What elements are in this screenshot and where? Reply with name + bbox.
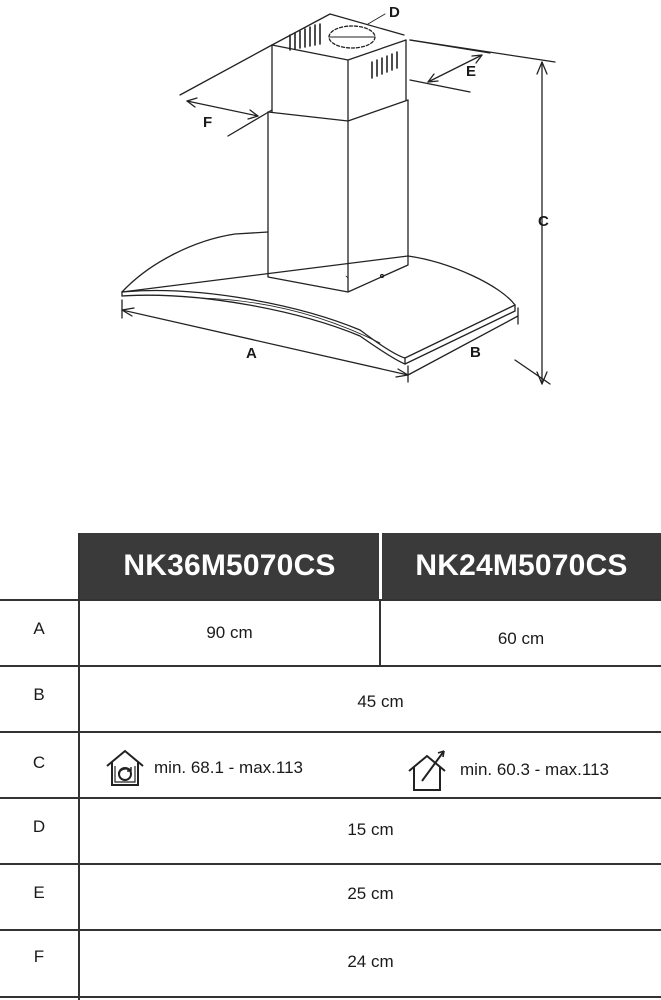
- value-a-model-1: 90 cm: [206, 623, 253, 642]
- model-header-1: NK36M5070CS: [80, 533, 379, 599]
- c-recirculation-range: min. 68.1 - max.113: [154, 758, 303, 777]
- row-label-c: C: [32, 753, 46, 772]
- model-header-2: NK24M5070CS: [382, 533, 661, 599]
- value-b: 45 cm: [357, 692, 404, 711]
- label-c: C: [538, 213, 549, 230]
- value-a-model-2: 60 cm: [497, 629, 545, 648]
- row-label-a: A: [33, 619, 45, 638]
- row-label-b: B: [33, 685, 45, 704]
- value-c-recirculation: [104, 743, 303, 793]
- value-d: 15 cm: [347, 820, 394, 839]
- house-ducted-exhaust-icon: [406, 747, 452, 793]
- upper-chimney: [272, 14, 406, 121]
- dimension-spec-table: [0, 533, 661, 1000]
- dimension-c: [410, 40, 555, 384]
- row-label-d: D: [32, 817, 46, 836]
- value-f: 24 cm: [347, 952, 394, 971]
- hood-canopy: [122, 232, 515, 364]
- duct-outlet: [329, 14, 385, 48]
- c-ducted-range: min. 60.3 - max.113: [460, 760, 609, 779]
- dimension-f: [180, 45, 272, 136]
- label-b: B: [470, 344, 481, 361]
- lower-chimney: [268, 100, 408, 292]
- dimension-a: [122, 300, 408, 382]
- range-hood-dimension-drawing: [0, 0, 661, 420]
- house-recirculation-icon: [104, 748, 146, 788]
- label-d: D: [389, 4, 400, 21]
- dimension-e: [410, 40, 490, 92]
- row-label-e: E: [33, 883, 45, 902]
- label-a: A: [246, 345, 257, 362]
- row-label-f: F: [33, 947, 45, 966]
- value-e: 25 cm: [347, 884, 394, 903]
- label-f: F: [203, 114, 213, 131]
- vent-grilles: [290, 24, 397, 78]
- value-c-ducted: [406, 741, 609, 799]
- label-e: E: [466, 63, 477, 80]
